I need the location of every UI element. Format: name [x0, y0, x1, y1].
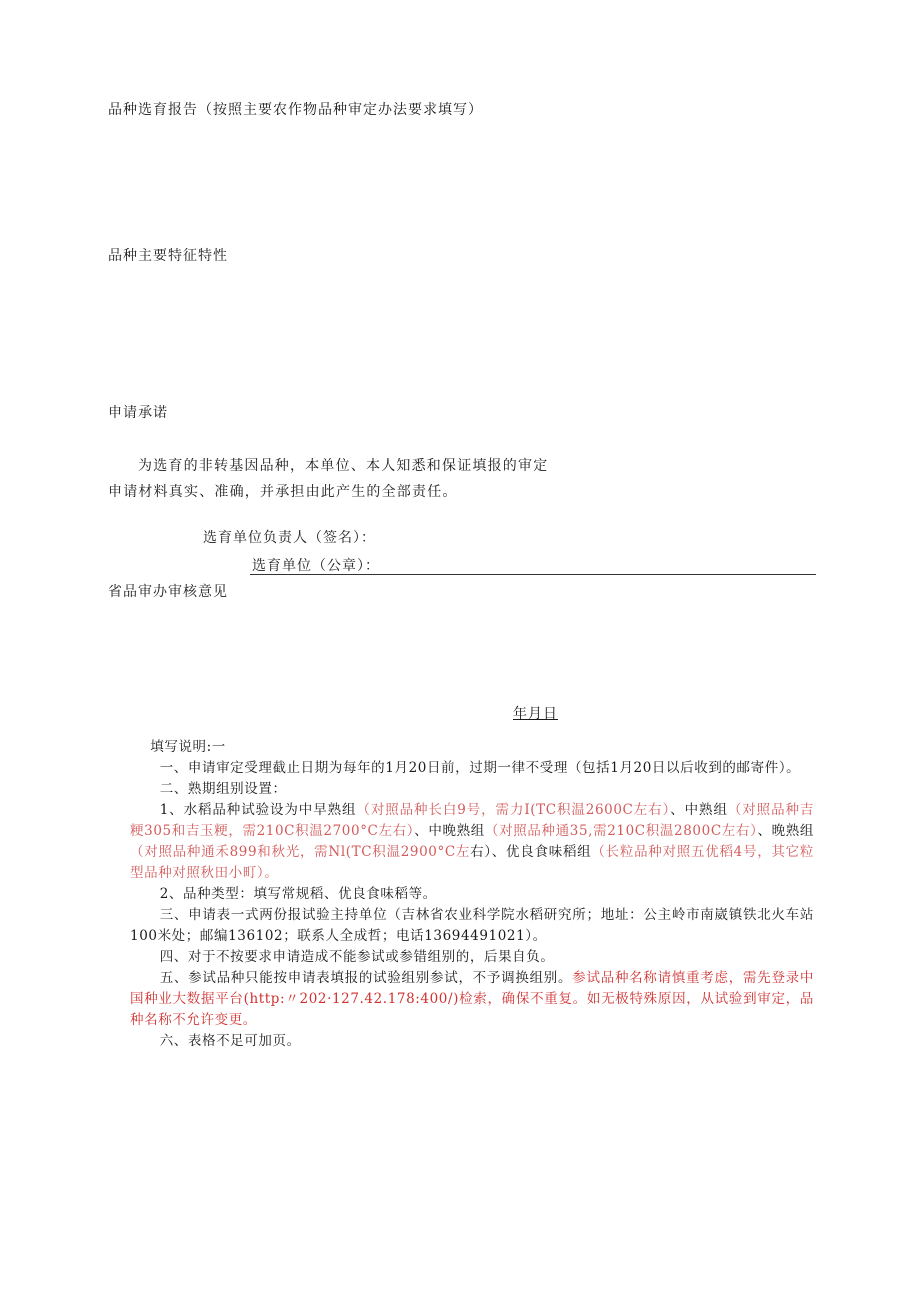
- date-label: 年月日: [513, 706, 558, 722]
- provincial-opinion-heading: 省品审办审核意见: [108, 584, 228, 600]
- note-2-1-quality: 右）、优良食味稻组: [470, 844, 592, 860]
- note-2-1-late: 、晚熟组: [757, 823, 814, 839]
- note-item-2: 二、熟期组别设置：: [159, 781, 287, 797]
- note-item-1: 一、申请审定受理截止日期为每年的1月20日前，过期一律不受理（包括1月20日以后收到的邮寄件）。: [159, 760, 801, 776]
- commitment-line-1: 为选育的非转基因品种，本单位、本人知悉和保证填报的审定: [138, 458, 549, 474]
- traits-heading: 品种主要特征特性: [108, 248, 228, 264]
- note-2-1-late-ref: （对照品种通禾899和秋光，需Nl(TC积温2900°C左: [130, 844, 471, 860]
- note-item-3: 三、申请表一式两份报试验主持单位（吉林省农业科学院水稻研究所；地址：公主岭市南崴镇铁北火车站100米处；邮编136102；联系人全成哲；电话13694491021）。: [130, 907, 814, 944]
- note-2-1-early-mid-ref: （对照品种长白9号，需力I(TC积温2600C左右）: [356, 802, 671, 818]
- note-2-1-mid-late-ref: （对照品种通35,需210C积温2800C左右）: [484, 823, 758, 839]
- note-2-1-early-mid: 1、水稻品种试验设为中早熟组: [159, 802, 357, 818]
- note-item-6: 六、表格不足可加页。: [159, 1033, 301, 1049]
- commitment-heading: 申请承诺: [108, 405, 168, 421]
- note-2-1-end: 。: [264, 865, 279, 881]
- note-item-5: [130, 968, 814, 1031]
- notes-title: 填写说明:一: [150, 739, 226, 755]
- note-item-2-2: 2、品种类型：填写常规稻、优良食味稻等。: [159, 886, 437, 902]
- note-item-4: 四、对于不按要求申请造成不能参试或参错组别的，后果自负。: [159, 949, 555, 965]
- note-item-2-1: [130, 800, 814, 884]
- note-5-grouping: 五、参试品种只能按申请表填报的试验组别参试，不予调换组别。: [159, 970, 573, 986]
- report-heading: 品种选育报告（按照主要农作物品种审定办法要求填写）: [108, 102, 483, 118]
- filling-instructions: [130, 737, 814, 1052]
- note-5-name-warning: 参试品种名称请慎重考虑，需先登录中国种业大数据平台(http:〃202·127.42.178:400/)检索，确保不重复。如无极特殊原因，从试验到审定，品种名称不允许变更。: [130, 970, 814, 1028]
- signer-label: 选育单位负责人（签名）：: [203, 530, 376, 546]
- note-2-1-mid-late: 、中晚熟组: [414, 823, 485, 839]
- note-2-1-mid: 、中熟组: [670, 802, 728, 818]
- commitment-line-2: 申请材料真实、准确，并承担由此产生的全部责任。: [108, 484, 458, 500]
- unit-seal-label: 选育单位（公章）：: [252, 558, 380, 574]
- note-2-1-mid-ref: （对照品种吉粳305和吉玉粳，需210C积温2700°C左右）: [130, 802, 814, 839]
- note-2-1-quality-ref: （长粒品种对照五优稻4号，其它粒型品种对照秋田小町）: [130, 844, 814, 881]
